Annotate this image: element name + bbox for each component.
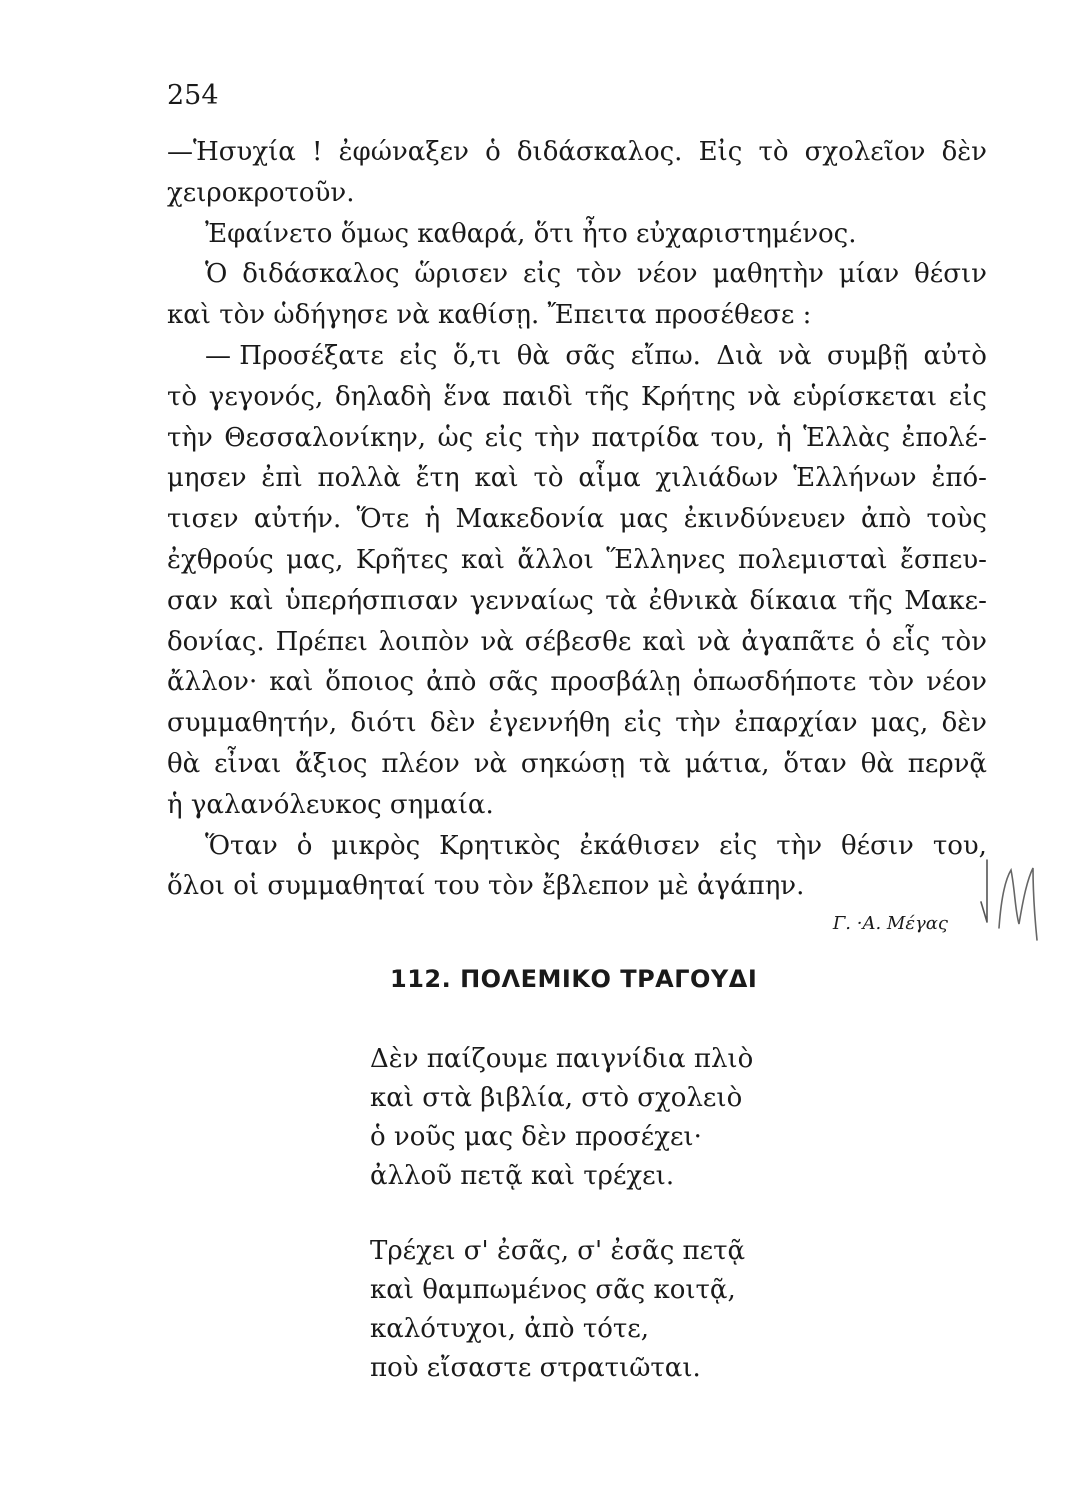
prose-word: καὶ — [229, 585, 274, 616]
prose-line — [167, 336, 987, 377]
prose-word: ἄλλον· — [167, 667, 258, 698]
prose-word: ἔσπευ- — [900, 544, 987, 575]
prose-word: μας — [619, 504, 669, 535]
prose-word: Μακε- — [904, 585, 987, 616]
prose-line — [167, 132, 987, 173]
prose-word: θὰ — [167, 748, 201, 779]
prose-word: τὴν — [675, 708, 721, 739]
prose-word: ἐπὶ — [261, 463, 303, 494]
prose-word: καὶ — [269, 667, 314, 698]
prose-word: νὰ — [480, 626, 514, 657]
poem-verse: ἀλλοῦ πετᾷ καὶ τρέχει. — [370, 1161, 675, 1191]
prose-word: εἷς — [891, 626, 931, 657]
prose-word: μάτια, — [684, 748, 770, 779]
prose-word: Ἕλληνες — [606, 544, 726, 575]
prose-word: νέον — [636, 259, 698, 290]
prose-word: δὲν — [941, 137, 987, 167]
prose-word: σᾶς — [488, 667, 539, 698]
prose-word: ὥρισεν — [414, 259, 509, 290]
prose-word: εἴπω. — [630, 340, 701, 371]
prose-word: συμμαθητήν, — [167, 708, 338, 739]
prose-word: εἰς — [623, 708, 662, 739]
prose-word: Διὰ — [716, 340, 763, 371]
prose-word: ἀπὸ — [426, 667, 477, 698]
prose-line — [167, 418, 987, 459]
prose-word: ὁ — [296, 830, 313, 861]
prose-word: τὸ — [167, 381, 198, 412]
prose-word: ἄλλοι — [517, 544, 594, 575]
prose-word: αὐτήν. — [253, 504, 342, 535]
author-attribution: Γ. ·Α. Μέγας — [832, 913, 948, 934]
prose-word: του, — [932, 830, 987, 861]
prose-word: Ἑλλήνων — [793, 463, 917, 494]
prose-word: καὶ — [474, 463, 519, 494]
prose-word: τὸν — [868, 667, 915, 698]
prose-word: Ὅτε — [356, 504, 410, 535]
prose-word: Πρέπει — [275, 626, 368, 657]
prose-word: σέβεσθε — [524, 626, 632, 657]
prose-word: σηκώσῃ — [520, 748, 626, 779]
prose-word: ὁπωσδήποτε — [692, 667, 857, 698]
prose-word: ὅ,τι — [452, 340, 502, 371]
prose-word: τὰ — [605, 585, 638, 616]
prose-word: νὰ — [697, 626, 731, 657]
prose-word: εἰς — [523, 259, 562, 290]
prose-word: πλέον — [381, 748, 460, 779]
prose-word: συμβῇ — [827, 340, 909, 371]
prose-word: —Ἡσυχία — [167, 137, 296, 167]
handwritten-margin-mark — [975, 840, 1045, 950]
prose-word: τὸ — [533, 463, 564, 494]
prose-word: ἐχθρούς — [167, 544, 274, 575]
poem-verse: καὶ στὰ βιβλία, στὸ σχολειὸ — [370, 1083, 743, 1113]
prose-word: νὰ — [473, 748, 508, 779]
prose-word: καὶ — [460, 544, 505, 575]
prose-word: δὲν — [941, 708, 987, 739]
prose-word: διότι — [350, 708, 417, 739]
prose-word: ὁ — [865, 626, 882, 657]
prose-word: πατρίδα — [591, 422, 700, 453]
prose-word: τισεν — [167, 504, 239, 535]
prose-word: αἷμα — [578, 463, 641, 494]
poem-stanza — [370, 1040, 753, 1196]
prose-word: Ἑλλὰς — [803, 422, 891, 453]
prose-word: Κρητικὸς — [439, 830, 561, 861]
page-number: 254 — [167, 80, 219, 111]
prose-word: ἐθνικὰ — [648, 585, 739, 616]
prose-word: γενναίως — [469, 585, 594, 616]
prose-word: — Προσέξατε — [205, 340, 384, 371]
prose-word: Κρήτης — [641, 381, 736, 412]
prose-word: τὸν — [941, 626, 987, 657]
poem-verse: Δὲν παίζουμε παιγνίδια πλιὸ — [370, 1044, 754, 1074]
prose-word: τοὺς — [926, 504, 987, 535]
prose-line — [167, 581, 987, 622]
prose-word: διδάσκαλος — [242, 259, 400, 290]
prose-word: ἐκάθισεν — [579, 830, 701, 861]
prose-line — [167, 499, 987, 540]
prose-word: γεγονός, — [208, 381, 324, 412]
prose-word: μικρὸς — [331, 830, 421, 861]
prose-line: ὅλοι οἱ συμμαθηταί του τὸν ἔβλεπον μὲ ἀγάπην. — [167, 871, 805, 902]
prose-line — [167, 254, 987, 295]
prose-word: θὰ — [516, 340, 550, 371]
prose-word: μίαν — [838, 259, 900, 290]
prose-word: ἐπολέ- — [901, 422, 987, 453]
poem-verse: Τρέχει σ' ἐσᾶς, σ' ἐσᾶς πετᾷ — [370, 1236, 746, 1266]
prose-word: ἐφώναξεν — [338, 137, 469, 167]
prose-word: θέσιν — [840, 830, 914, 861]
prose-word: ἄξιος — [295, 748, 368, 779]
prose-word: τῆς — [584, 381, 630, 412]
prose-line: Ἐφαίνετο ὅμως καθαρά, ὅτι ἦτο εὐχαριστημένος. — [205, 218, 857, 249]
prose-word: εἰς — [719, 830, 758, 861]
prose-word: τὰ — [638, 748, 671, 779]
prose-word: ἐπαρχίαν — [734, 708, 858, 739]
prose-word: δηλαδὴ — [335, 381, 432, 412]
prose-word: ἔτη — [415, 463, 460, 494]
prose-line: χειροκροτοῦν. — [167, 177, 355, 208]
prose-word: εἶναι — [214, 748, 282, 779]
prose-line: καὶ τὸν ὡδήγησε νὰ καθίσῃ. Ἔπειτα προσέθεσε : — [167, 300, 812, 331]
prose-word: προσβάλῃ — [550, 667, 681, 698]
prose-word: λοιπὸν — [378, 626, 470, 657]
prose-word: εἰς — [399, 340, 438, 371]
prose-word: ἐγεννήθη — [488, 708, 611, 739]
prose-word: μας, — [286, 544, 344, 575]
prose-word: σαν — [167, 585, 219, 616]
prose-word: πολεμισταὶ — [737, 544, 888, 575]
prose-word: μησεν — [167, 463, 247, 494]
prose-word: ἡ — [776, 422, 792, 453]
prose-word: θέσιν — [914, 259, 987, 290]
prose-word: τὸν — [576, 259, 622, 290]
prose-word: ἀγαπᾶτε — [741, 626, 855, 657]
prose-word: τὴν — [776, 830, 823, 861]
prose-word: σᾶς — [565, 340, 616, 371]
prose-line — [167, 703, 987, 744]
prose-word: χιλιάδων — [655, 463, 779, 494]
prose-word: νὰ — [747, 381, 781, 412]
prose-word: εἰς — [484, 422, 523, 453]
prose-word: διδάσκαλος. — [516, 137, 683, 167]
prose-word: ἡ — [424, 504, 441, 535]
prose-word: ὅποιος — [325, 667, 415, 698]
prose-word: ὁ — [485, 137, 501, 167]
prose-word: δὲν — [430, 708, 476, 739]
prose-word: εἰς — [948, 381, 987, 412]
prose-word: εὑρίσκεται — [792, 381, 938, 412]
poem-stanza — [370, 1232, 745, 1388]
prose-word: πολλὰ — [317, 463, 401, 494]
prose-word: νέον — [926, 667, 987, 698]
prose-word: Θεσσαλονίκην, — [224, 422, 427, 453]
prose-word: περνᾷ — [907, 748, 987, 779]
prose-word: παιδὶ — [502, 381, 573, 412]
prose-word: τῆς — [848, 585, 893, 616]
poem-verse: καλότυχοι, ἀπὸ τότε, — [370, 1314, 649, 1344]
prose-line — [167, 458, 987, 499]
prose-word: τὴν — [167, 422, 213, 453]
prose-word: μαθητὴν — [712, 259, 824, 290]
prose-line — [167, 540, 987, 581]
prose-word: ἐπό- — [931, 463, 987, 494]
poem-verse: ὁ νοῦς μας δὲν προσέχει· — [370, 1122, 702, 1152]
prose-word: ὑπερήσπισαν — [284, 585, 459, 616]
prose-word: νὰ — [778, 340, 812, 371]
prose-word: δίκαια — [749, 585, 837, 616]
prose-line — [167, 622, 987, 663]
prose-word: ἕνα — [443, 381, 491, 412]
section-title: 112. ΠΟΛΕΜΙΚΟ ΤΡΑΓΟΥΔΙ — [390, 965, 758, 993]
prose-word: καὶ — [642, 626, 687, 657]
prose-word: τὴν — [534, 422, 581, 453]
prose-line — [167, 744, 987, 785]
prose-word: του, — [710, 422, 765, 453]
prose-word: ὡς — [437, 422, 474, 453]
prose-word: μας, — [870, 708, 929, 739]
prose-word: ὅταν — [783, 748, 847, 779]
prose-word: Ὁ — [205, 259, 228, 290]
prose-line — [167, 662, 987, 703]
prose-word: αὐτὸ — [923, 340, 987, 371]
prose-word: ἐκινδύνευεν — [683, 504, 846, 535]
prose-word: θὰ — [860, 748, 894, 779]
prose-word: τὸ — [758, 137, 789, 167]
prose-word: σχολεῖον — [804, 137, 926, 167]
prose-word: Εἰς — [698, 137, 743, 167]
prose-body — [167, 132, 987, 907]
prose-word: Κρῆτες — [355, 544, 449, 575]
prose-word: Ὅταν — [205, 830, 278, 861]
poem-verse: ποὺ εἴσαστε στρατιῶται. — [370, 1353, 701, 1383]
prose-word: Μακεδονία — [455, 504, 605, 535]
prose-line — [167, 826, 987, 867]
prose-word: δονίας. — [167, 626, 265, 657]
prose-line: ἡ γαλανόλευκος σημαία. — [167, 789, 494, 820]
prose-word: ! — [312, 137, 323, 167]
prose-word: ἀπὸ — [860, 504, 912, 535]
prose-line — [167, 377, 987, 418]
poem-verse: καὶ θαμπωμένος σᾶς κοιτᾷ, — [370, 1275, 736, 1305]
